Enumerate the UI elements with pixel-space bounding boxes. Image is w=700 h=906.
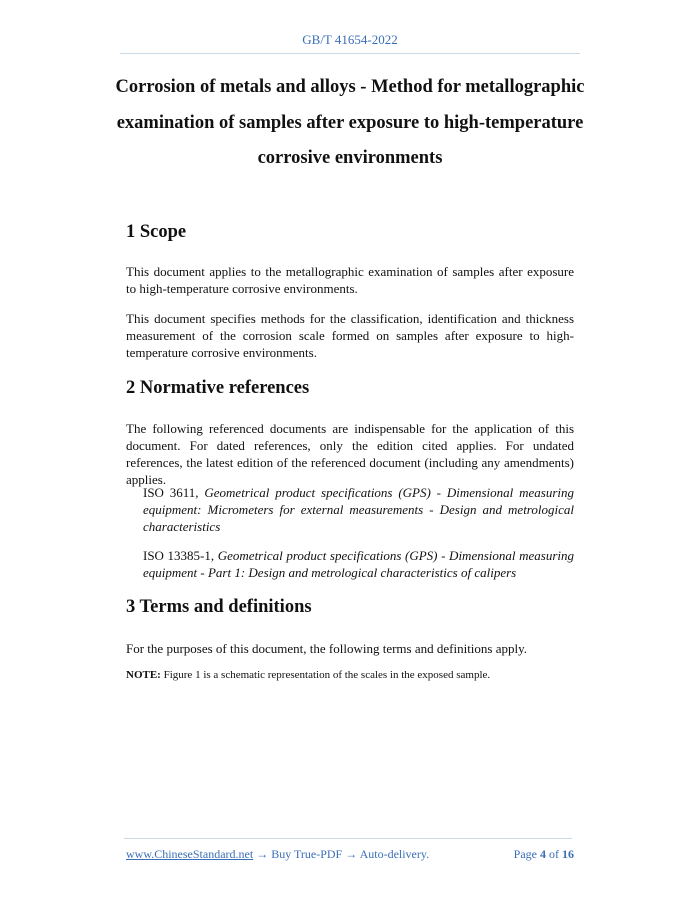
terms-paragraph: For the purposes of this document, the following terms and definitions apply. — [126, 641, 528, 656]
reference-code: ISO 3611, — [143, 485, 205, 500]
reference-title: Geometrical product specifications (GPS) - Dimensional measuring equipment: Micrometers for external measurements - Design and metrological characteristics — [143, 485, 574, 534]
page-prefix: Page — [513, 847, 540, 861]
document-title: Corrosion of metals and alloys - Method for metallographic examination of samples after exposure to high-temperature corrosive environments — [115, 77, 585, 168]
note-label: NOTE: — [126, 669, 161, 681]
page-indicator — [514, 847, 574, 862]
footer-text: → Buy True-PDF → Auto-delivery. — [253, 847, 430, 861]
footer-website-link[interactable]: www.ChineseStandard.net — [126, 847, 254, 861]
header-standard-code: GB/T 41654-2022 — [302, 32, 398, 47]
page-current: 4 — [540, 847, 546, 861]
reference-item — [143, 547, 574, 581]
scope-paragraph-1: This document applies to the metallographic examination of samples after exposure to high-temperature corrosive environments. — [126, 264, 574, 296]
note — [126, 669, 490, 681]
section-heading-scope: 1 Scope — [126, 222, 187, 242]
reference-code: ISO 13385-1, — [143, 548, 218, 563]
normative-paragraph: The following referenced documents are indispensable for the application of this document. For dated references, only the edition cited applies. For undated references, the latest edition of the referenced document (including any amendments) applies. — [126, 421, 574, 487]
footer-divider — [124, 838, 572, 839]
note-text: Figure 1 is a schematic representation of the scales in the exposed sample. — [160, 669, 491, 681]
reference-item — [143, 484, 574, 535]
reference-title: Geometrical product specifications (GPS) - Dimensional measuring equipment - Part 1: Design and metrological characteristics of calipers — [143, 548, 574, 580]
page-of: of — [546, 847, 562, 861]
section-heading-normative-references: 2 Normative references — [126, 378, 310, 398]
scope-paragraph-2: This document specifies methods for the classification, identification and thickness measurement of the corrosion scale formed on samples after exposure to high-temperature corrosive environments. — [126, 311, 574, 360]
page-total: 16 — [562, 847, 574, 861]
footer — [126, 847, 574, 862]
section-heading-terms-definitions: 3 Terms and definitions — [126, 597, 312, 617]
header-divider — [120, 53, 580, 54]
